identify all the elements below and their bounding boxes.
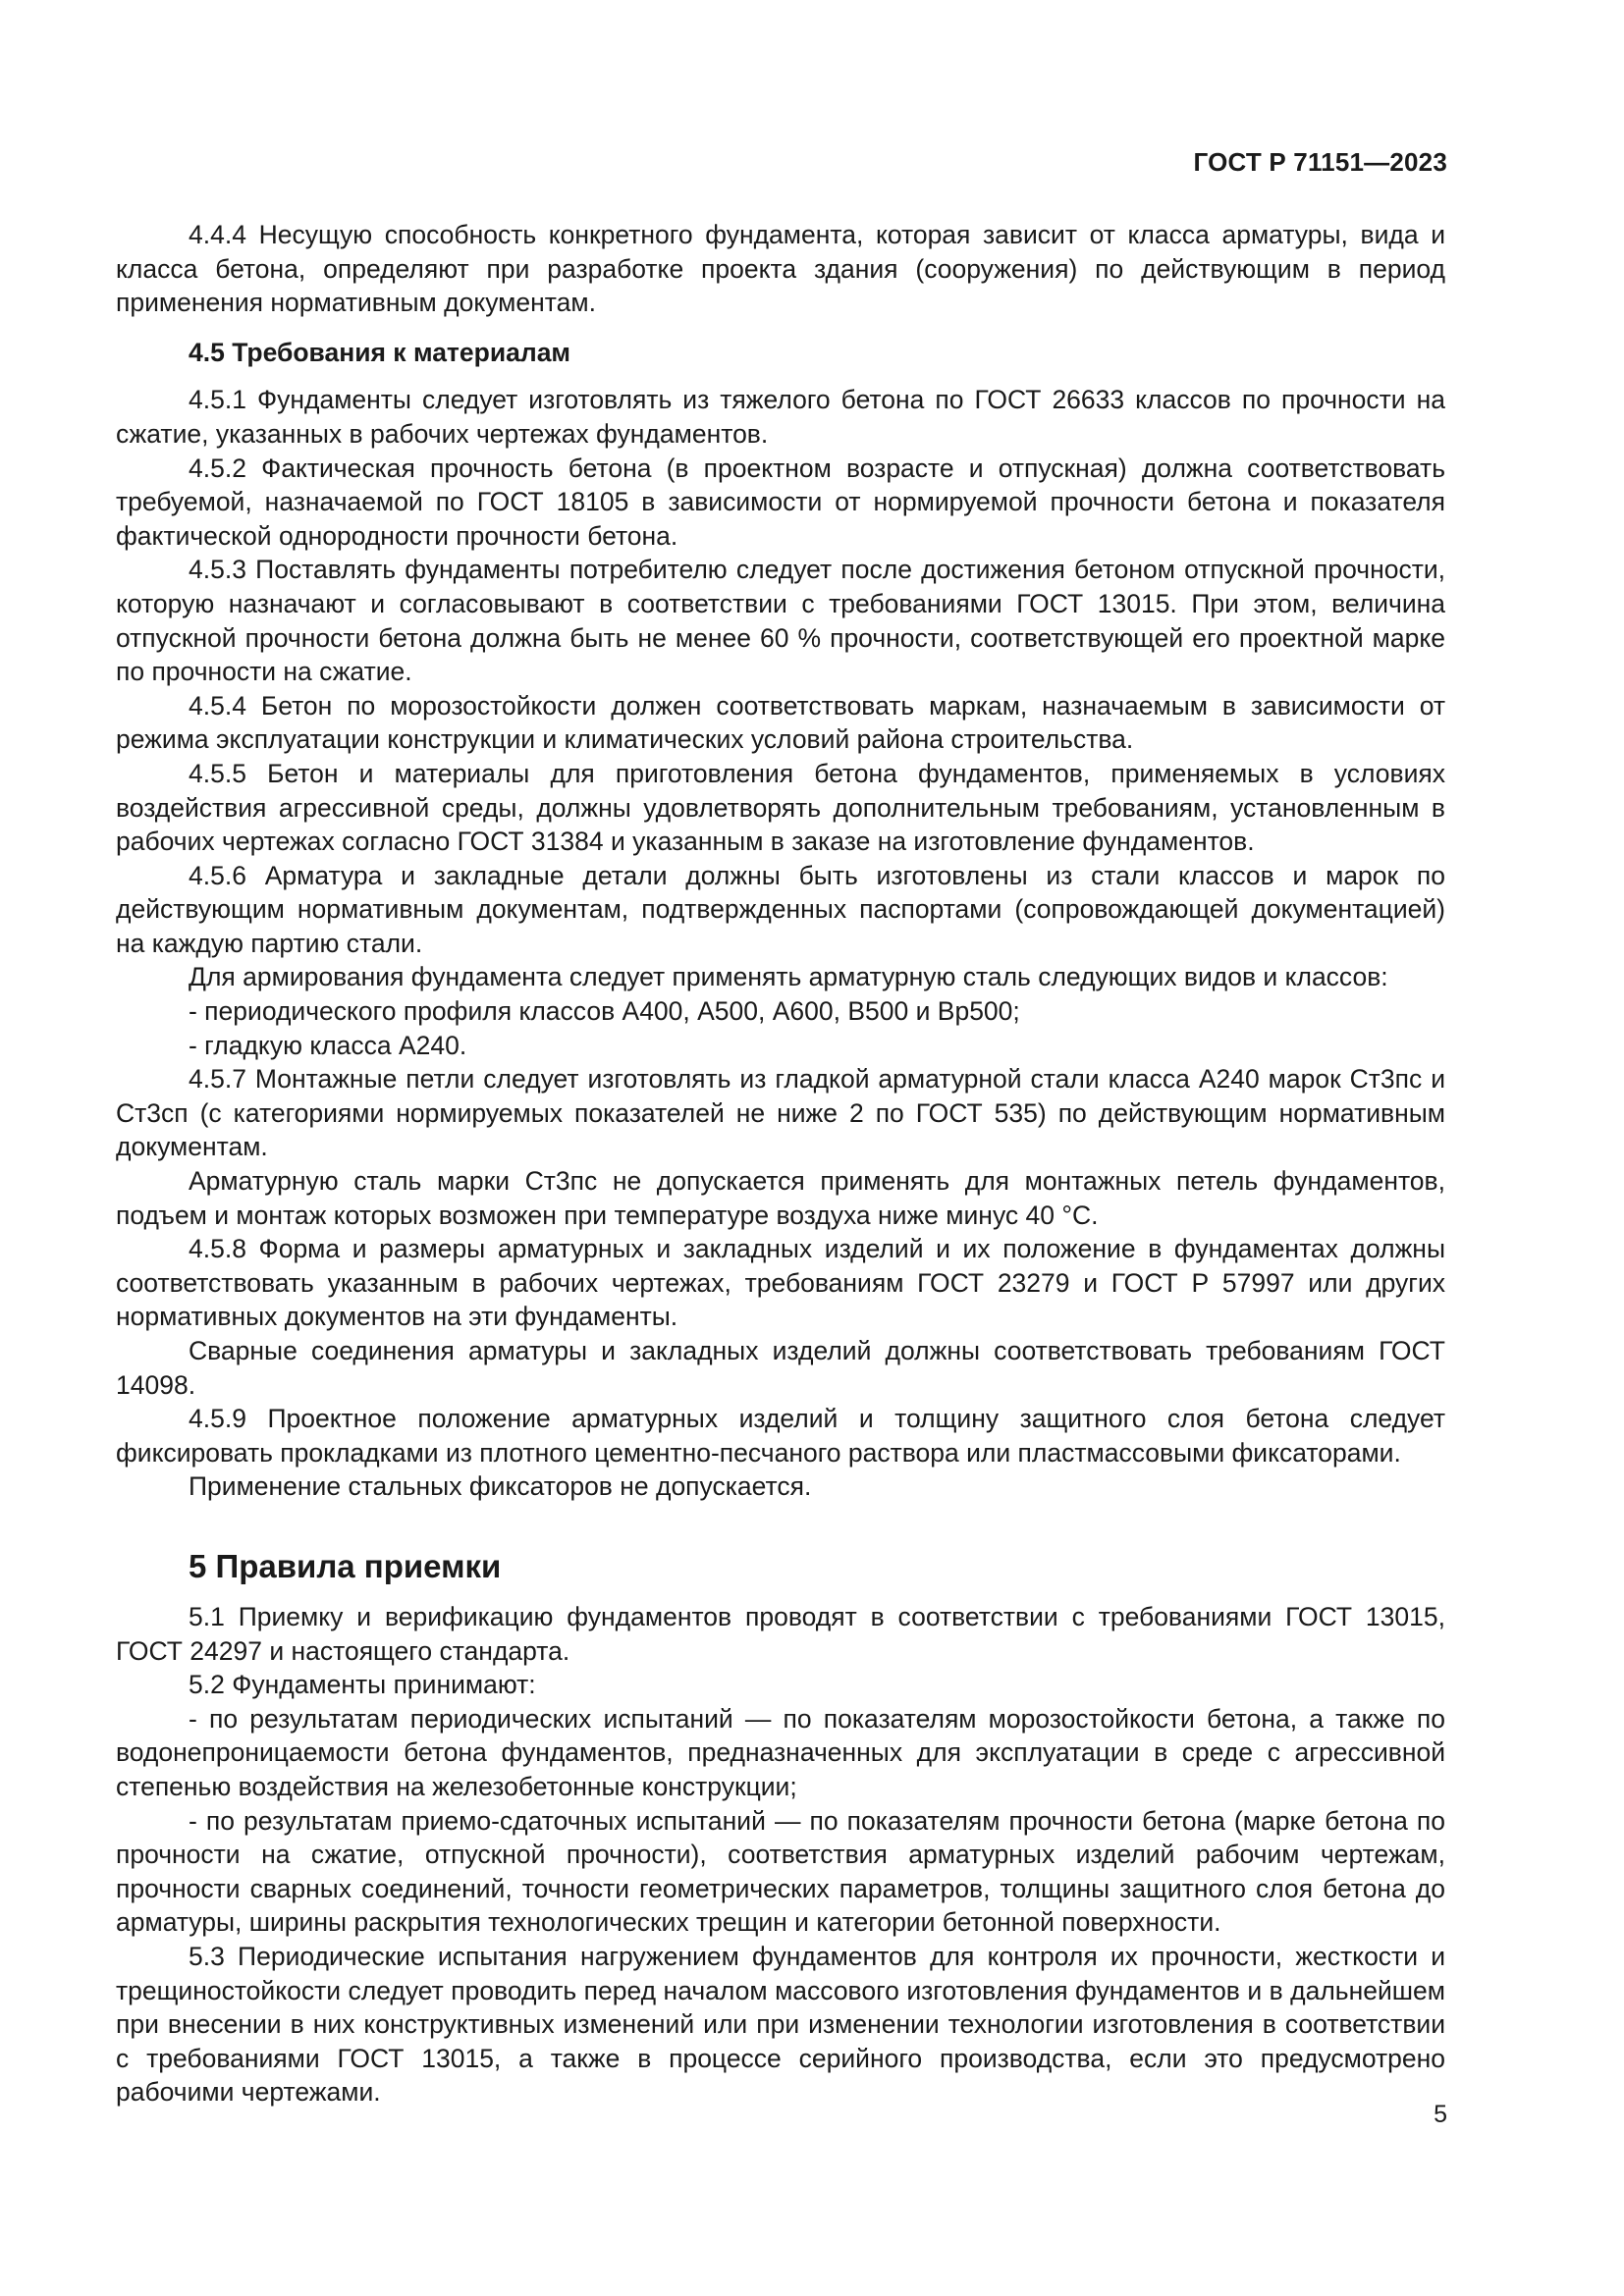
list-item: - по результатам периодических испытаний — по показателям морозостойкости бетона, а также по водонепроницаемости бетона фундаментов, предназначенных для эксплуатации в среде с агрессивной степенью воздействия на железобетонные конструкции; [116,1703,1445,1801]
clause-4-5-6: 4.5.6 Арматура и закладные детали должны быть изготовлены из стали классов и марок по действующим нормативным документам, подтвержденных паспортами (сопровождающей документацией) на каждую партию стали. [116,860,1445,958]
section-heading-4-5: 4.5 Требования к материалам [189,337,571,367]
clause-4-5-7-note: Арматурную сталь марки Ст3пс не допускается применять для монтажных петель фундаментов, подъем и монтаж которых возможен при температуре воздуха ниже минус 40 °С. [116,1166,1445,1230]
document-code: ГОСТ Р 71151—2023 [1193,147,1447,177]
list-item: - периодического профиля классов А400, А500, А600, В500 и Вр500; [189,996,1020,1027]
clause-4-5-2: 4.5.2 Фактическая прочность бетона (в проектном возрасте и отпускная) должна соответствовать требуемой, назначаемой по ГОСТ 18105 в зависимости от нормируемой прочности бетона и показателя фактической однородности прочности бетона. [116,453,1445,551]
clause-5-1: 5.1 Приемку и верификацию фундаментов проводят в соответствии с требованиями ГОСТ 13015, ГОСТ 24297 и настоящего стандарта. [116,1601,1445,1666]
clause-4-5-6-intro: Для армирования фундамента следует применять арматурную сталь следующих видов и классов: [189,962,1388,992]
clause-4-5-8-note: Сварные соединения арматуры и закладных изделий должны соответствовать требованиям ГОСТ 14098. [116,1336,1445,1400]
clause-4-5-8: 4.5.8 Форма и размеры арматурных и закладных изделий и их положение в фундаментах должны соответствовать указанным в рабочих чертежах, требованиям ГОСТ 23279 и ГОСТ Р 57997 или других нормативных документов на эти фундаменты. [116,1234,1445,1332]
list-item: - по результатам приемо-сдаточных испытаний — по показателям прочности бетона (марке бетона по прочности на сжатие, отпускной прочности), соответствия арматурных изделий рабочим чертежам, прочности сварных соединений, точности геометрических параметров, толщины защитного слоя бетона до арматуры, ширины раскрытия технологических трещин и категории бетонной поверхности. [116,1805,1445,1938]
list-item: - гладкую класса А240. [189,1030,467,1060]
clause-4-5-7: 4.5.7 Монтажные петли следует изготовлять из гладкой арматурной стали класса А240 марок Ст3пс и Ст3сп (с категориями нормируемых показателей не ниже 2 по ГОСТ 535) по действующим нормативным документам. [116,1064,1445,1162]
clause-5-3: 5.3 Периодические испытания нагружением фундаментов для контроля их прочности, жесткости и трещиностойкости следует проводить перед началом массового изготовления фундаментов и в дальнейшем при внесении в них конструктивных изменений или при изменении технологии изготовления в соответствии с требованиями ГОСТ 13015, а также в процессе серийного производства, если это предусмотрено рабочими чертежами. [116,1941,1445,2108]
clause-4-5-9: 4.5.9 Проектное положение арматурных изделий и толщину защитного слоя бетона следует фиксировать прокладками из плотного цементно-песчаного раствора или пластмассовыми фиксаторами. [116,1404,1445,1468]
clause-4-5-1: 4.5.1 Фундаменты следует изготовлять из тяжелого бетона по ГОСТ 26633 классов по прочности на сжатие, указанных в рабочих чертежах фундаментов. [116,385,1445,449]
clause-4-5-5: 4.5.5 Бетон и материалы для приготовления бетона фундаментов, применяемых в условиях воздействия агрессивной среды, должны удовлетворять дополнительным требованиям, установленным в рабочих чертежах согласно ГОСТ 31384 и указанным в заказе на изготовление фундаментов. [116,758,1445,857]
clause-4-5-4: 4.5.4 Бетон по морозостойкости должен соответствовать маркам, назначаемым в зависимости от режима эксплуатации конструкции и климатических условий района строительства. [116,690,1445,755]
clause-4-5-9-note: Применение стальных фиксаторов не допускается. [189,1471,812,1502]
page-number: 5 [1434,2101,1447,2128]
section-heading-5: 5 Правила приемки [189,1547,502,1584]
clause-4-4-4: 4.4.4 Несущую способность конкретного фундамента, которая зависит от класса арматуры, вида и класса бетона, определяют при разработке проекта здания (сооружения) по действующим в период применения нормативным документам. [116,220,1445,318]
clause-4-5-3: 4.5.3 Поставлять фундаменты потребителю следует после достижения бетоном отпускной прочности, которую назначают и согласовывают в соответствии с требованиями ГОСТ 13015. При этом, величина отпускной прочности бетона должна быть не менее 60 % прочности, соответствующей его проектной марке по прочности на сжатие. [116,555,1445,687]
clause-5-2: 5.2 Фундаменты принимают: [189,1670,536,1700]
document-body [116,218,1445,2109]
